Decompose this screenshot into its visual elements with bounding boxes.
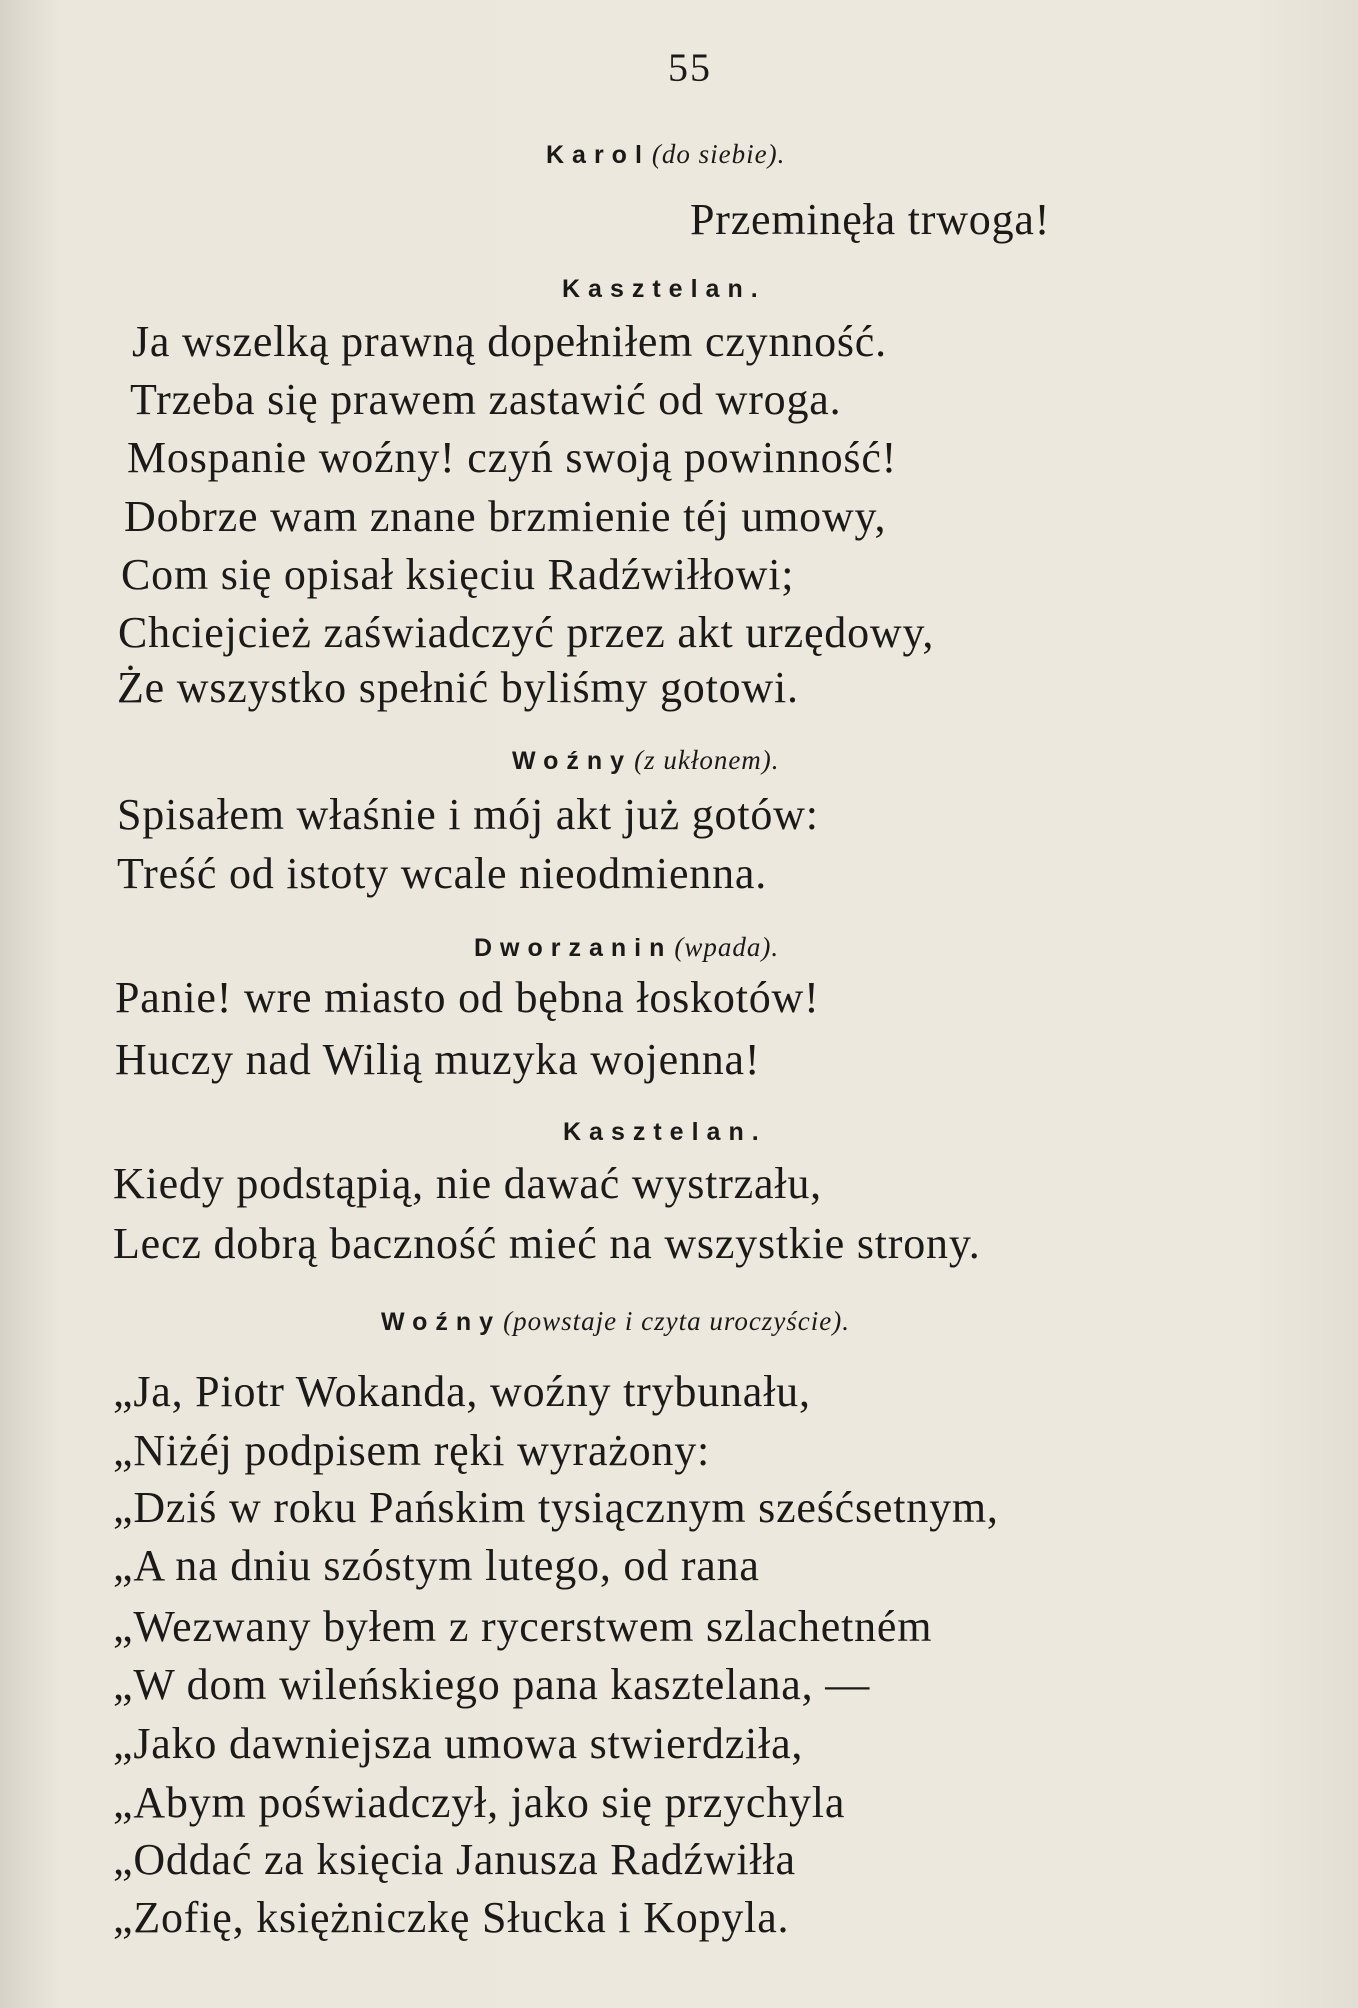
stage-direction: (do siebie).	[651, 139, 786, 169]
verse-line: Panie! wre miasto od bębna łoskotów!	[115, 973, 820, 1022]
verse-line: „Jako dawniejsza umowa stwierdziła,	[113, 1719, 804, 1768]
verse-line: „Ja, Piotr Wokanda, woźny trybunału,	[113, 1367, 811, 1416]
speaker-name: Woźny	[381, 1308, 502, 1336]
stage-direction: (powstaje i czyta uroczyście).	[503, 1306, 851, 1336]
verse-line: „Wezwany byłem z rycerstwem szlachetném	[113, 1602, 933, 1651]
verse-line: „A na dniu szóstym lutego, od rana	[113, 1541, 760, 1590]
verse-line: Kiedy podstąpią, nie dawać wystrzału,	[113, 1159, 822, 1208]
verse-line: Przeminęła trwoga!	[690, 195, 1051, 244]
speaker-name: Kasztelan.	[562, 275, 766, 303]
verse-line: „W dom wileńskiego pana kasztelana, —	[113, 1660, 870, 1709]
speaker-heading	[512, 745, 780, 776]
verse-line: „Oddać za księcia Janusza Radźwiłła	[113, 1835, 796, 1884]
verse-line: Treść od istoty wcale nieodmienna.	[117, 849, 768, 898]
verse-line: Chciejcież zaświadczyć przez akt urzędowy,	[118, 608, 935, 657]
verse-line: Mospanie woźny! czyń swoją powinność!	[127, 433, 898, 482]
stage-direction: (wpada).	[674, 932, 780, 962]
page-number: 55	[668, 45, 712, 90]
speaker-heading	[381, 1306, 850, 1337]
speaker-name: Karol	[546, 141, 650, 169]
verse-line: Ja wszelką prawną dopełniłem czynność.	[132, 317, 887, 366]
verse-line: Lecz dobrą baczność mieć na wszystkie strony.	[113, 1219, 981, 1268]
verse-line: Trzeba się prawem zastawić od wroga.	[130, 375, 842, 424]
speaker-heading	[546, 139, 785, 170]
speaker-heading	[474, 932, 779, 963]
verse-line: Że wszystko spełnić byliśmy gotowi.	[117, 663, 799, 712]
verse-line: Spisałem właśnie i mój akt już gotów:	[117, 790, 819, 839]
verse-line: „Abym poświadczył, jako się przychyla	[113, 1778, 846, 1827]
verse-line: „Zofię, księżniczkę Słucka i Kopyla.	[113, 1893, 790, 1942]
speaker-heading	[562, 275, 766, 304]
verse-line: Com się opisał księciu Radźwiłłowi;	[121, 550, 795, 599]
speaker-heading	[563, 1118, 767, 1147]
verse-line: Dobrze wam znane brzmienie téj umowy,	[124, 492, 887, 541]
verse-line: „Niżéj podpisem ręki wyrażony:	[113, 1426, 711, 1475]
speaker-name: Woźny	[512, 747, 633, 775]
speaker-name: Kasztelan.	[563, 1118, 767, 1146]
verse-line: Huczy nad Wilią muzyka wojenna!	[115, 1035, 761, 1084]
verse-line: „Dziś w roku Pańskim tysiącznym sześćsetnym,	[113, 1483, 999, 1532]
speaker-name: Dworzanin	[474, 934, 673, 962]
stage-direction: (z ukłonem).	[634, 745, 780, 775]
